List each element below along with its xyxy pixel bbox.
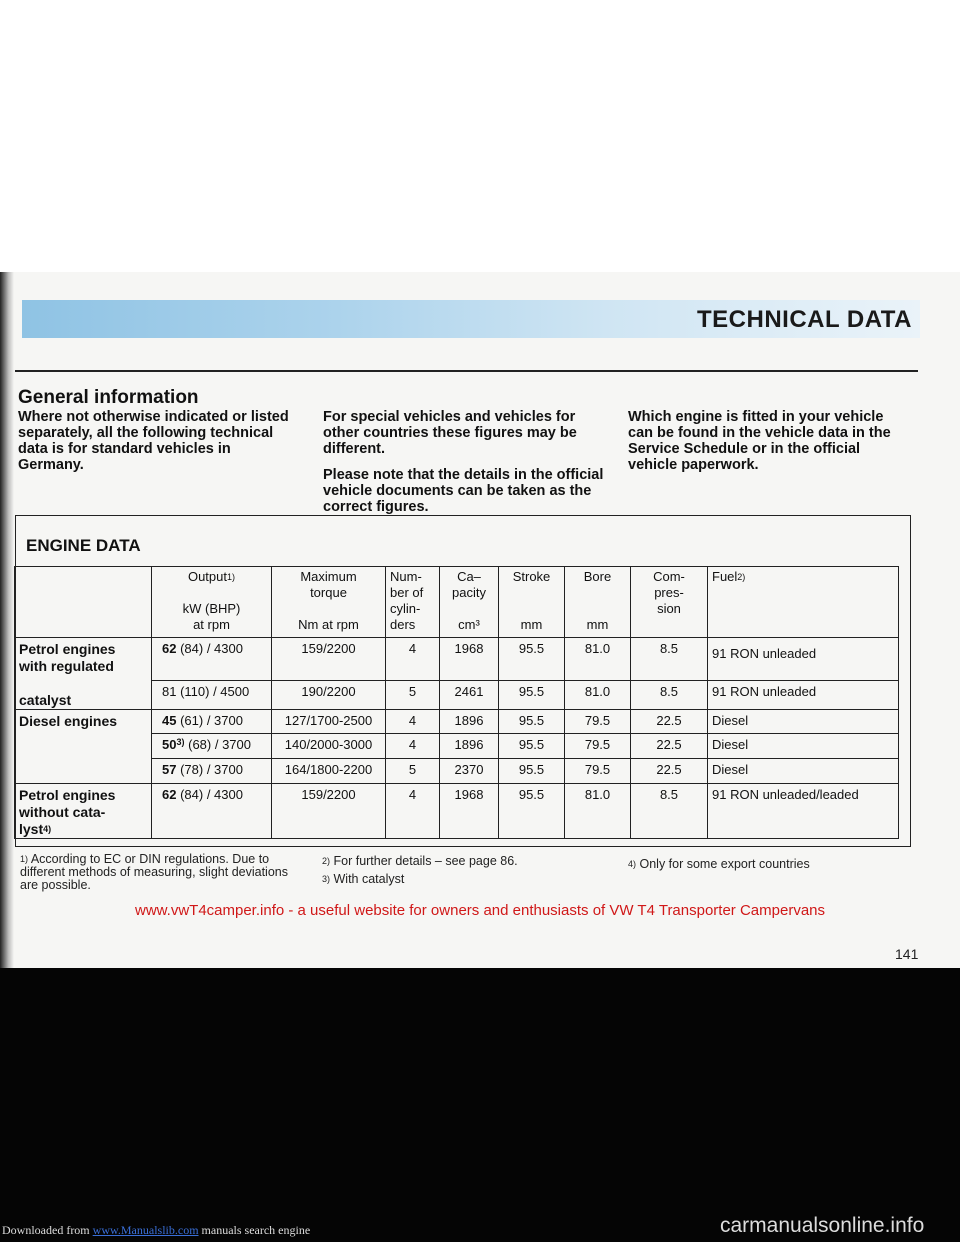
table-cell: 8.5: [631, 681, 708, 710]
header-divider: [15, 370, 918, 372]
table-cell: 4: [386, 638, 440, 681]
table-cell: 57 (78) / 3700: [152, 759, 272, 784]
general-col-1: [18, 409, 290, 483]
table-cell: 164/1800-2200: [272, 759, 386, 784]
table-cell: 127/1700-2500: [272, 710, 386, 734]
table-cell: 79.5: [565, 759, 631, 784]
table-header: Stroke mm: [499, 567, 565, 638]
engine-data-title: ENGINE DATA: [26, 536, 141, 555]
general-info-title: General information: [18, 387, 199, 408]
table-header: Ca– pacity cm³: [440, 567, 499, 638]
general-paragraph: For special vehicles and vehicles for other countries these figures may be different.: [323, 409, 577, 457]
general-col-2: [323, 409, 611, 525]
table-cell: 5: [386, 759, 440, 784]
general-col-3: [628, 409, 910, 483]
table-header: Num- ber of cylin- ders: [386, 567, 440, 638]
table-header: Com- pres- sion: [631, 567, 708, 638]
table-header: Maximum torque Nm at rpm: [272, 567, 386, 638]
table-cell: 5: [386, 681, 440, 710]
table-cell: 95.5: [499, 759, 565, 784]
table-cell: 22.5: [631, 759, 708, 784]
table-cell: Diesel: [708, 734, 899, 759]
footnote-3: $^{3)}$ With catalyst: [322, 872, 405, 886]
table-cell: 62 (84) / 4300: [152, 638, 272, 681]
section-banner: [22, 300, 920, 338]
general-paragraph: Where not otherwise indicated or listed separately, all the following technical data is for standard vehicles in Germany.: [18, 409, 289, 473]
table-cell: 79.5: [565, 710, 631, 734]
table-cell: Diesel: [708, 710, 899, 734]
footnote-2: $^{2)}$ For further details – see page 86.: [322, 854, 518, 868]
footnote-4: $^{4)}$ Only for some export countries: [628, 857, 810, 871]
table-cell: 79.5: [565, 734, 631, 759]
table-cell: 140/2000-3000: [272, 734, 386, 759]
table-cell: 2370: [440, 759, 499, 784]
engine-data-table: [14, 566, 899, 839]
table-cell: 81.0: [565, 784, 631, 839]
table-cell: 81 (110) / 4500: [152, 681, 272, 710]
table-cell: 95.5: [499, 638, 565, 681]
table-cell: 95.5: [499, 681, 565, 710]
table-cell: Diesel: [708, 759, 899, 784]
table-cell: 1896: [440, 710, 499, 734]
table-cell: 4: [386, 784, 440, 839]
table-row: [15, 784, 899, 839]
table-cell: 2461: [440, 681, 499, 710]
group-label-petrol-no-catalyst: Petrol engines without cata- lyst$^{4)}$: [15, 784, 152, 839]
table-cell: 45 (61) / 3700: [152, 710, 272, 734]
table-cell: 62 (84) / 4300: [152, 784, 272, 839]
section-title: TECHNICAL DATA: [697, 306, 912, 333]
table-cell: [15, 567, 152, 638]
table-cell: 159/2200: [272, 784, 386, 839]
table-cell: 95.5: [499, 734, 565, 759]
table-header-row: [15, 567, 899, 638]
table-cell: 1968: [440, 638, 499, 681]
download-notice: Downloaded from www.Manualslib.com manuals search engine: [2, 1223, 311, 1237]
manualslib-link[interactable]: www.Manualslib.com: [92, 1223, 199, 1237]
bottom-dark-area: [0, 968, 960, 1242]
table-header: Fuel$^{2)}$: [708, 567, 899, 638]
table-header: Output$^{1)}$ kW (BHP) at rpm: [152, 567, 272, 638]
table-cell: 95.5: [499, 784, 565, 839]
table-row: [15, 710, 899, 734]
table-cell: 91 RON unleaded: [708, 681, 899, 710]
table-cell: 8.5: [631, 784, 708, 839]
footnote-1: $^{1)}$ According to EC or DIN regulations. Due to different methods of measuring, slight deviations are possible.: [20, 852, 288, 892]
general-paragraph: Which engine is fitted in your vehicle can be found in the vehicle data in the Service Schedule or in the official vehicle paperwork.: [628, 409, 891, 473]
watermark: carmanualsonline.info: [720, 1214, 925, 1237]
table-cell: 1968: [440, 784, 499, 839]
table-cell: 91 RON unleaded: [708, 638, 899, 681]
general-paragraph: Please note that the details in the official vehicle documents can be taken as the correct figures.: [323, 467, 604, 515]
table-cell: 4: [386, 710, 440, 734]
table-cell: 22.5: [631, 710, 708, 734]
table-cell: 190/2200: [272, 681, 386, 710]
top-margin: [0, 0, 960, 272]
table-cell: 50$^{3)}$ (68) / 3700: [152, 734, 272, 759]
table-cell: 159/2200: [272, 638, 386, 681]
table-cell: 4: [386, 734, 440, 759]
group-label-diesel: Diesel engines: [15, 710, 152, 784]
table-header: Bore mm: [565, 567, 631, 638]
table-cell: 22.5: [631, 734, 708, 759]
table-cell: 95.5: [499, 710, 565, 734]
table-cell: 1896: [440, 734, 499, 759]
website-link[interactable]: www.vwT4camper.info - a useful website for owners and enthusiasts of VW T4 Transporter Campervans: [134, 902, 826, 919]
table-cell: 8.5: [631, 638, 708, 681]
table-cell: 81.0: [565, 681, 631, 710]
page-number: 141: [895, 946, 919, 962]
page-edge-shadow: [0, 272, 14, 972]
table-row: [15, 638, 899, 681]
group-label-petrol-regulated: Petrol engines with regulated catalyst: [15, 638, 152, 710]
table-cell: 81.0: [565, 638, 631, 681]
table-cell: 91 RON unleaded/leaded: [708, 784, 899, 839]
